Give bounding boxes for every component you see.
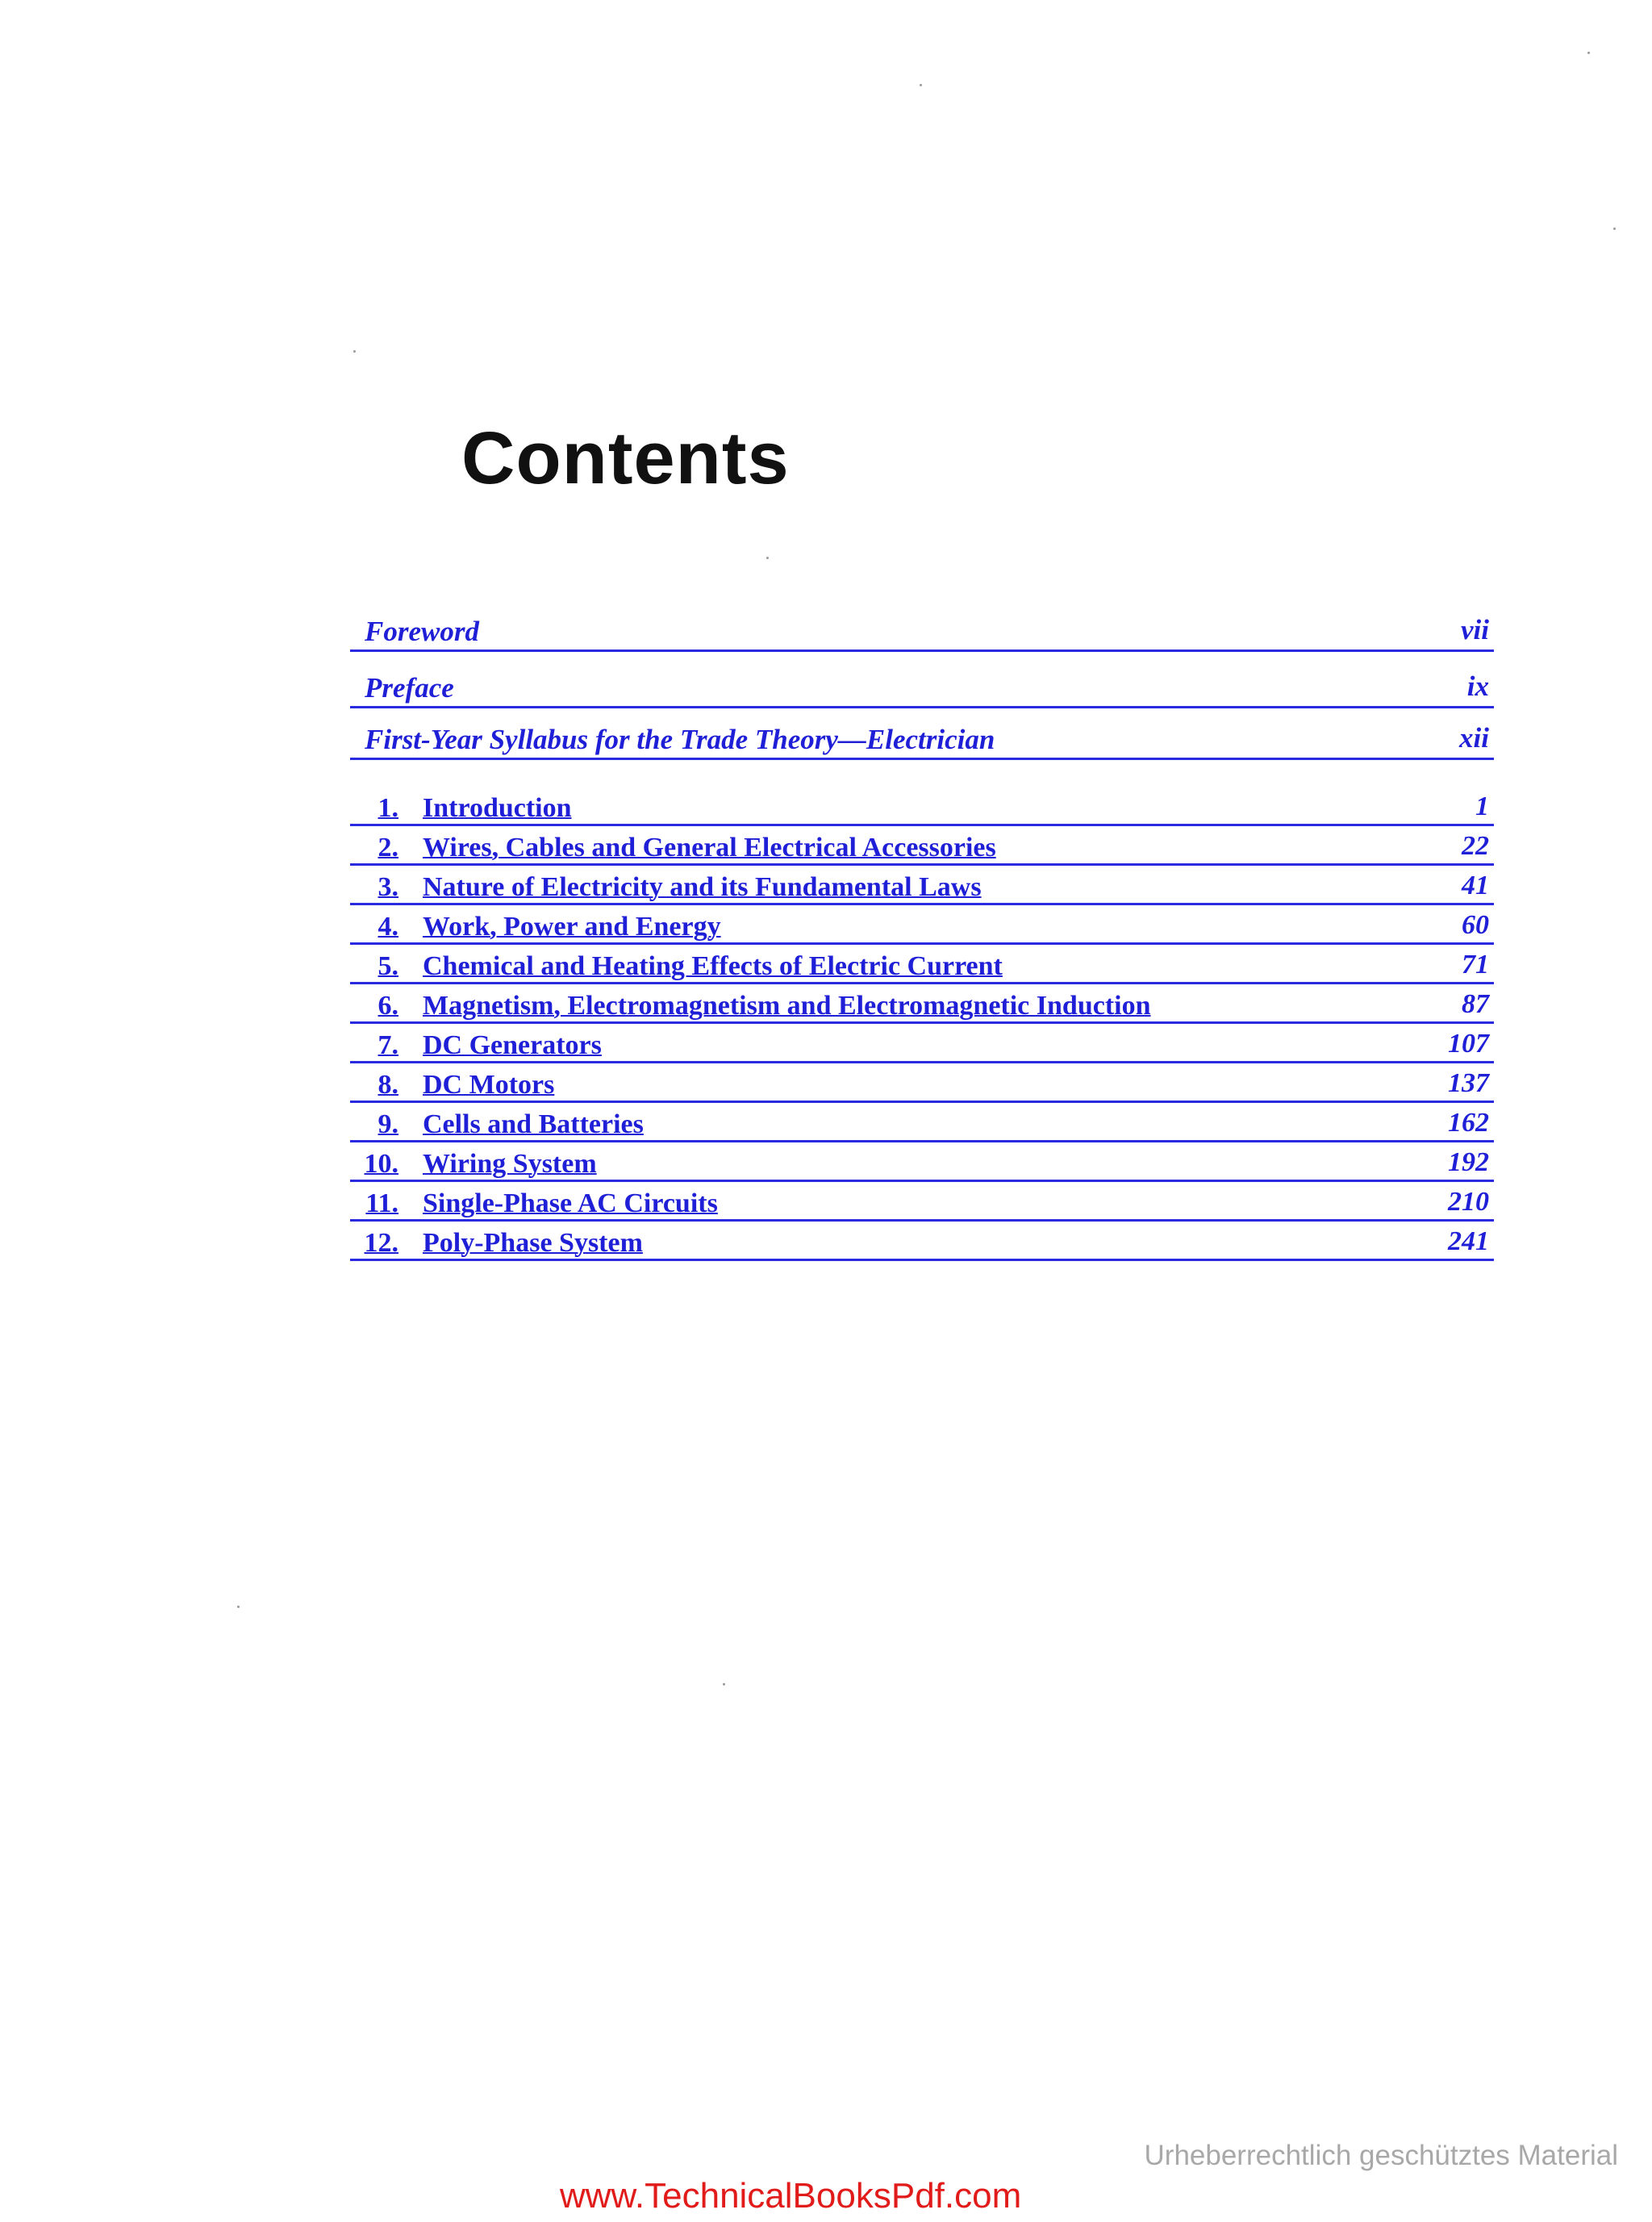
chapter-title: Work, Power and Energy: [423, 912, 721, 942]
chapter-title: Wires, Cables and General Electrical Accessories: [423, 833, 996, 862]
chapter-page: 192: [1448, 1147, 1489, 1177]
scan-speck: [766, 557, 769, 559]
toc-chapter-8[interactable]: [350, 1069, 1494, 1103]
toc-chapter-6[interactable]: [350, 990, 1494, 1024]
toc-entry-title: First-Year Syllabus for the Trade Theory—Electrician: [365, 724, 995, 755]
chapter-page: 1: [1475, 791, 1489, 821]
scan-speck: [237, 1606, 240, 1608]
chapter-title: Cells and Batteries: [423, 1109, 644, 1139]
toc-chapter-9[interactable]: [350, 1109, 1494, 1142]
toc-entry-title: Foreword: [365, 616, 479, 647]
chapter-number: 10.: [364, 1149, 398, 1179]
toc-chapter-12[interactable]: [350, 1227, 1494, 1261]
chapter-number: 1.: [378, 793, 398, 823]
chapter-number: 2.: [378, 833, 398, 862]
chapter-number: 9.: [378, 1109, 398, 1139]
chapter-number: 12.: [364, 1228, 398, 1258]
chapter-page: 87: [1462, 989, 1489, 1019]
chapter-title: Introduction: [423, 793, 572, 823]
chapter-title: Poly-Phase System: [423, 1228, 643, 1258]
toc-entry-page: vii: [1461, 614, 1489, 645]
scan-speck: [723, 1683, 725, 1685]
chapter-number: 4.: [378, 912, 398, 942]
chapter-page: 162: [1448, 1108, 1489, 1138]
page-title: Contents: [461, 417, 790, 499]
toc-entry-preface[interactable]: [350, 671, 1494, 708]
chapter-title: Magnetism, Electromagnetism and Electromagnetic Induction: [423, 991, 1151, 1021]
chapter-title: DC Generators: [423, 1030, 602, 1060]
chapter-page: 241: [1448, 1226, 1489, 1256]
chapter-title: Wiring System: [423, 1149, 597, 1179]
toc-entry-page: ix: [1466, 670, 1489, 702]
toc-chapter-1[interactable]: [350, 792, 1494, 826]
toc-chapter-4[interactable]: [350, 911, 1494, 945]
chapter-page: 137: [1448, 1068, 1489, 1098]
chapter-number: 7.: [378, 1030, 398, 1060]
site-url-link[interactable]: www.TechnicalBooksPdf.com: [560, 2176, 1022, 2216]
chapter-page: 60: [1462, 910, 1489, 940]
chapter-number: 8.: [378, 1070, 398, 1100]
scan-speck: [920, 84, 922, 86]
chapter-title: Single-Phase AC Circuits: [423, 1188, 718, 1218]
chapter-number: 6.: [378, 991, 398, 1021]
toc-chapter-5[interactable]: [350, 950, 1494, 984]
chapter-page: 41: [1462, 871, 1489, 900]
chapter-number: 5.: [378, 951, 398, 981]
toc-entry-foreword[interactable]: [350, 615, 1494, 652]
chapter-page: 71: [1462, 950, 1489, 979]
scan-speck: [353, 350, 356, 353]
toc-entry-page: xii: [1459, 722, 1489, 754]
copyright-watermark: Urheberrechtlich geschütztes Material: [1144, 2140, 1618, 2171]
chapter-number: 11.: [365, 1188, 398, 1218]
chapter-title: DC Motors: [423, 1070, 555, 1100]
toc-chapter-3[interactable]: [350, 871, 1494, 905]
chapter-page: 22: [1462, 831, 1489, 861]
chapter-page: 210: [1448, 1187, 1489, 1217]
chapter-title: Nature of Electricity and its Fundamental Laws: [423, 872, 982, 902]
toc-chapter-7[interactable]: [350, 1030, 1494, 1063]
toc-chapter-11[interactable]: [350, 1188, 1494, 1222]
chapter-number: 3.: [378, 872, 398, 902]
toc-chapter-10[interactable]: [350, 1148, 1494, 1182]
scan-speck: [1613, 228, 1616, 230]
toc-entry-title: Preface: [365, 672, 454, 704]
toc-chapter-2[interactable]: [350, 832, 1494, 866]
chapter-page: 107: [1448, 1029, 1489, 1059]
chapter-title: Chemical and Heating Effects of Electric Current: [423, 951, 1003, 981]
toc-entry-syllabus[interactable]: [350, 723, 1494, 760]
scan-speck: [1587, 52, 1590, 54]
